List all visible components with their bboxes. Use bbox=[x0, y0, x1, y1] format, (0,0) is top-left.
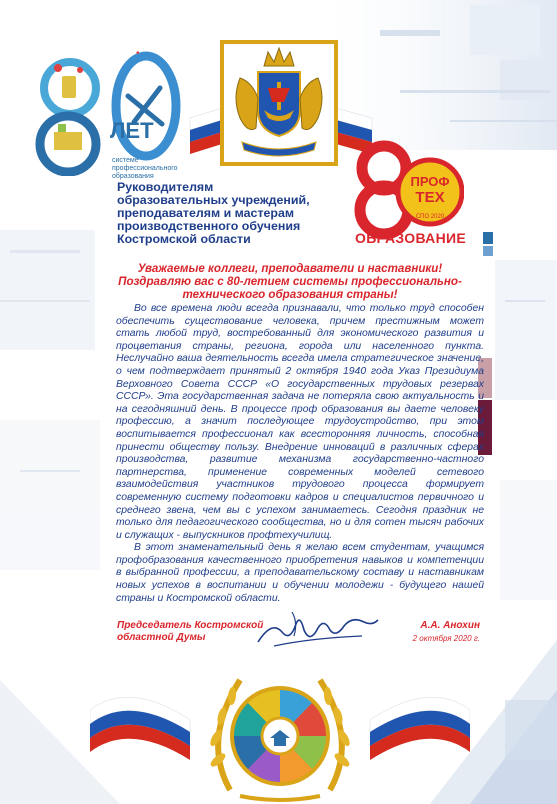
anniversary-80-logo bbox=[28, 26, 188, 176]
recipient-heading: Руководителям образовательных учреждений, преподавателям и мастерам производственного обучения Костромской области bbox=[117, 180, 310, 246]
letter-date: 2 октября 2020 г. bbox=[412, 634, 480, 643]
letter-paragraph: Во все времена люди всегда признавали, что только труд способен обеспечить существование человека, причем престижным может стать любой труд, востребованный для экономического развития и процветания страны, региона, города или населенного пункта. Неслучайно ваша деятельность всегда имела стратегическое значение, о чем подтверждает принятый 2 октября 1940 года Указ Президиума Верховного Совета СССР «О государственных трудовых резервах СССР». Эта государственная задача не потеряла свою актуальность и на сегодняшний день. В процессе проф образования вы даете человеку профессию, а значит последующее трудоустройство, при этом воспитывается профессионал как всесторонняя личность, способная принести обществу пользу. Внедрение инноваций в различных сферах производства, развитие механизма государственно-частного партнерства, применение современных моделей сетевого взаимодействия участников трудового процесса формирует современную систему подготовки кадров и специалистов первичного и среднего звена, чем вы с успехом занимаетесь. Сегодня праздник не только для педагогического сообщества, но и для сотен тысяч рабочих и служащих - выпускников профтехучилищ. bbox=[116, 303, 484, 541]
handwritten-signature bbox=[252, 602, 382, 652]
greeting-title: Уважаемые коллеги, преподаватели и наставники! Поздравляю вас с 80-летием системы профессионально-технического образования страны! bbox=[118, 262, 462, 301]
professions-emblem bbox=[90, 650, 470, 804]
kostroma-coat-of-arms-icon bbox=[218, 38, 340, 168]
svg-text:•: • bbox=[136, 48, 140, 59]
signer-name: А.А. Анохин bbox=[420, 620, 480, 631]
logo-word-let: ЛЕТ bbox=[110, 118, 154, 143]
proftech-ring-text: СПО 2020 bbox=[415, 214, 445, 220]
proftech-word: ОБРАЗОВАНИЕ bbox=[355, 230, 466, 246]
letter-paragraph: В этот знаменательный день я желаю всем студентам, учащимся профобразования качественного приобретения навыков и компетенции в выбранной профессии, а преподавательскому составу и наставникам новых успехов в воспитании и обучении молодежи - будущего нашей страны и Костромской области. bbox=[116, 542, 484, 604]
logo-caption: системе профессионального образования bbox=[112, 157, 178, 180]
proftech-bottom-label: ТЕХ bbox=[415, 189, 445, 206]
signer-position: Председатель Костромской областной Думы bbox=[117, 620, 264, 643]
letter-body bbox=[116, 303, 484, 605]
proftech-top-label: ПРОФ bbox=[410, 174, 450, 189]
